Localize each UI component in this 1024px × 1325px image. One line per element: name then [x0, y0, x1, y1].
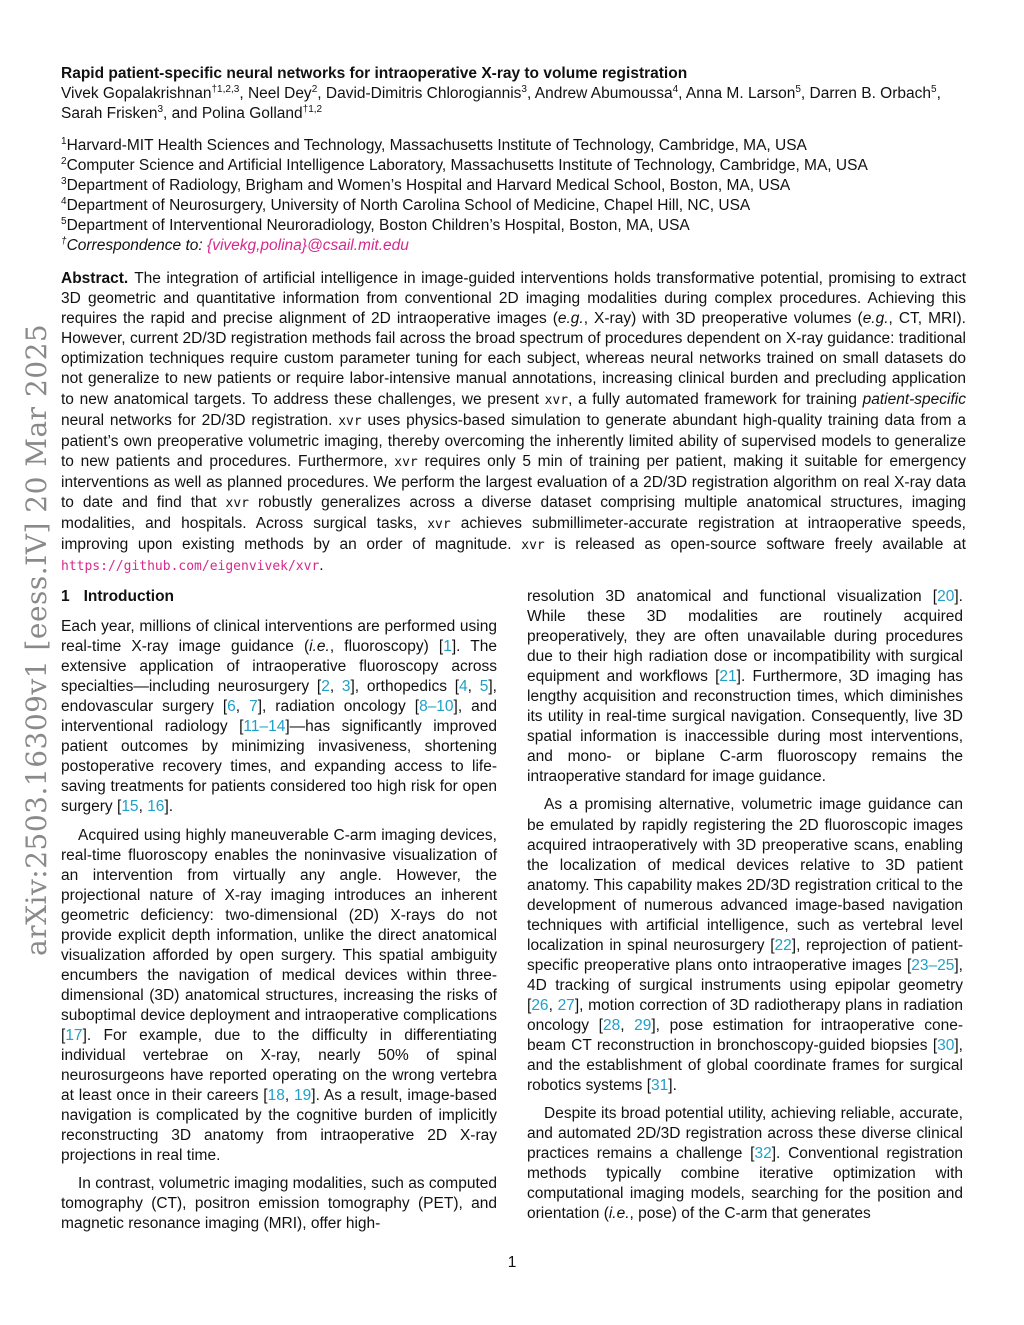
citation-link[interactable]: 11–14 — [243, 718, 286, 736]
author: David-Dimitris Chlorogiannis — [325, 85, 522, 102]
paragraph: Each year, millions of clinical interventions are performed using real-time X-ray image guidance (i.e., fluoroscopy) [1]. The extensive application of intraoperative fluoroscopy across specialties—including neurosurgery [2, 3], orthopedics [4, 5], endovascular surgery [6, 7], radiation oncology [8–10], and interventional radiology [11–14]—has significantly improved patient outcomes by minimizing invasiveness, shortening postoperative recovery times, and expanding access to life-saving treatments for patients considered too high risk for open surgery [15, 16]. — [61, 618, 497, 816]
citation-link[interactable]: 16 — [147, 798, 165, 816]
citation-link[interactable]: 2 — [321, 678, 330, 696]
paragraph: As a promising alternative, volumetric image guidance can be emulated by rapidly registering the 2D fluoroscopic images acquired intraoperatively with 3D preoperative scans, enabling the localization of medical devices relative to 3D patient anatomy. This capability makes 2D/3D registration critical to the development of numerous advanced image-based navigation techniques with artificial intelligence, such as vertebral level localization in spinal neurosurgery [22], reprojection of patient-specific preoperative plans onto intraoperative images [23–25], 4D tracking of surgical instruments using epipolar geometry [26, 27], motion correction of 3D radiotherapy plans in radiation oncology [28, 29], pose estimation for intraoperative cone-beam CT reconstruction in bronchoscopy-guided biopsies [30], and the establishment of global coordinate frames for surgical robotics systems [31]. — [527, 796, 963, 1095]
author: Sarah Frisken — [61, 105, 158, 122]
citation-link[interactable]: 7 — [249, 698, 258, 716]
citation-link[interactable]: 22 — [774, 936, 792, 954]
affiliation-list — [61, 136, 966, 256]
arxiv-identifier: arXiv:2503.16309v1 [eess.IV] 20 Mar 2025 — [20, 323, 53, 956]
abstract-label: Abstract. — [61, 270, 129, 287]
citation-link[interactable]: 29 — [634, 1016, 652, 1034]
citation-link[interactable]: 3 — [341, 678, 351, 696]
citation-link[interactable]: 30 — [937, 1037, 955, 1055]
affiliation: $^5$Department of Interventional Neuroradiology, Boston Children’s Hospital, Boston, MA, USA — [61, 215, 690, 234]
github-link[interactable]: https://github.com/eigenvivek/xvr — [61, 559, 320, 575]
author: Neel Dey — [247, 85, 312, 102]
left-column — [61, 587, 497, 1234]
paragraph: In contrast, volumetric imaging modalities, such as computed tomography (CT), positron emission tomography (PET), and magnetic resonance imaging (MRI), offer high- — [61, 1175, 497, 1233]
citation-link[interactable]: 19 — [294, 1087, 312, 1105]
citation-link[interactable]: 31 — [651, 1077, 669, 1095]
page-number: 1 — [507, 1254, 517, 1271]
citation-link[interactable]: 20 — [937, 588, 955, 605]
citation-link[interactable]: 26 — [531, 996, 549, 1014]
xvr-name: xvr — [544, 392, 569, 408]
citation-link[interactable]: 8–10 — [419, 698, 454, 716]
paper-title: Rapid patient-specific neural networks for intraoperative X-ray to volume registration — [61, 65, 688, 82]
citation-link[interactable]: 21 — [719, 668, 737, 686]
citation-link[interactable]: 23–25 — [911, 956, 955, 974]
citation-link[interactable]: 17 — [65, 1026, 83, 1044]
author: Vivek Gopalakrishnan — [61, 85, 212, 102]
abstract: Abstract. The integration of artificial intelligence in image-guided interventions holds transformative potential, promising to extract 3D geometric and quantitative information from conventional 2D imaging modalities during complex procedures. Achieving this requires the rapid and precise alignment of 2D intraoperative images (e.g., X-ray) with 3D preoperative volumes (e.g., CT, MRI). However, current 2D/3D registration methods fail across the broad spectrum of procedures dependent on X-ray guidance: traditional optimization techniques require custom parameter tuning for each subject, whereas neural networks trained on small datasets do not generalize to new patients or require labor-intensive manual annotations, increasing clinical burden and precluding application to new anatomical targets. To address these challenges, we present xvr, a fully automated framework for training patient-specific neural networks for 2D/3D registration. xvr uses physics-based simulation to generate abundant high-quality training data from a patient’s own preoperative volumetric imaging, thereby overcoming the inherently limited ability of supervised models to generalize to new patients and procedures. Furthermore, xvr requires only 5 min of training per patient, making it suitable for emergency interventions as well as planned procedures. We perform the largest evaluation of a 2D/3D registration algorithm on real X-ray data to date and find that xvr robustly generalizes across a diverse dataset comprising multiple anatomical structures, imaging modalities, and hospitals. Across surgical tasks, xvr achieves submillimeter-accurate registration at intraoperative speeds, improving upon existing methods by an order of magnitude. xvr is released as open-source software freely available at https://github.com/eigenvivek/xvr. — [61, 270, 966, 575]
correspondence-email-link[interactable]: {vivekg,polina}@csail.mit.edu — [207, 237, 409, 254]
affiliation: $^2$Computer Science and Artificial Intelligence Laboratory, Massachusetts Institute of Technology, Cambridge, MA, USA — [61, 155, 868, 174]
correspondence-line: †Correspondence to: {vivekg,polina}@csail.mit.edu — [61, 235, 409, 254]
author: Andrew Abumoussa — [534, 85, 673, 102]
paper-header — [61, 64, 966, 256]
citation-link[interactable]: 5 — [479, 678, 489, 696]
citation-link[interactable]: 18 — [267, 1087, 285, 1105]
citation-link[interactable]: 32 — [754, 1145, 772, 1163]
citation-link[interactable]: 1 — [443, 638, 452, 656]
citation-link[interactable]: 28 — [602, 1016, 621, 1034]
paragraph: Despite its broad potential utility, achieving reliable, accurate, and automated 2D/3D registration across these diverse clinical practices remains a challenge [32]. Conventional registration methods typically combine iterative optimization with computational imaging models, searching for the position and orientation (i.e., pose) of the C-arm that generates — [527, 1105, 963, 1223]
affiliation: $^3$Department of Radiology, Brigham and Women’s Hospital and Harvard Medical School, Boston, MA, USA — [61, 175, 791, 194]
citation-link[interactable]: 6 — [227, 698, 236, 716]
author-list: Vivek Gopalakrishnan$^{\dagger 1,2,3}$, Neel Dey$^2$, David-Dimitris Chlorogiannis$^3$, Andrew Abumoussa$^4$, Anna M. Larson$^5$, Darren B. Orbach$^5$, Sarah Frisken$^3$, and Polina Golland$^{\dagger 1,2}$ — [61, 83, 941, 122]
citation-link[interactable]: 27 — [557, 996, 575, 1014]
affiliation: $^4$Department of Neurosurgery, University of North Carolina School of Medicine, Chapel Hill, NC, USA — [61, 195, 751, 214]
author: Polina Golland — [201, 105, 303, 122]
right-column — [527, 587, 963, 1224]
citation-link[interactable]: 15 — [121, 798, 139, 816]
author: Darren B. Orbach — [809, 85, 932, 102]
paragraph: Acquired using highly maneuverable C-arm imaging devices, real-time fluoroscopy enables the noninvasive visualization of an intervention from virtually any angle. However, the projectional nature of X-ray imaging introduces an inherent geometric deficiency: two-dimensional (2D) X-rays do not provide explicit depth information, unlike the direct anatomical visualization afforded by open surgery. This spatial ambiguity encumbers the navigation of medical devices within three-dimensional (3D) anatomical structures, increasing the risks of suboptimal device deployment and intraoperative complications [17]. For example, due to the difficulty in differentiating individual vertebrae on X-ray, nearly 50% of spinal neurosurgeons have reported operating on the wrong vertebra at least once in their careers [18, 19]. As a result, image-based navigation is complicated by the cognitive burden of implicitly reconstructing 3D anatomy from intraoperative 2D X-ray projections in real time. — [61, 826, 498, 1165]
paragraph: resolution 3D anatomical and functional visualization [20]. While these 3D modalities are routinely acquired preoperatively, they are often unavailable during procedures due to their high radiation dose or incompatibility with surgical equipment and workflows [21]. Furthermore, 3D imaging has lengthy acquisition and reconstruction times, which diminishes its utility in real-time surgical navigation. Consequently, live 3D spatial information is inaccessible during most interventions, and mono- or biplane C-arm fluoroscopy remains the intraoperative standard for image guidance. — [527, 588, 963, 786]
affiliation: $^1$Harvard-MIT Health Sciences and Technology, Massachusetts Institute of Technology, Cambridge, MA, USA — [61, 135, 807, 154]
section-heading: 1 Introduction — [61, 588, 175, 605]
author: Anna M. Larson — [685, 85, 796, 102]
citation-link[interactable]: 4 — [459, 678, 468, 696]
